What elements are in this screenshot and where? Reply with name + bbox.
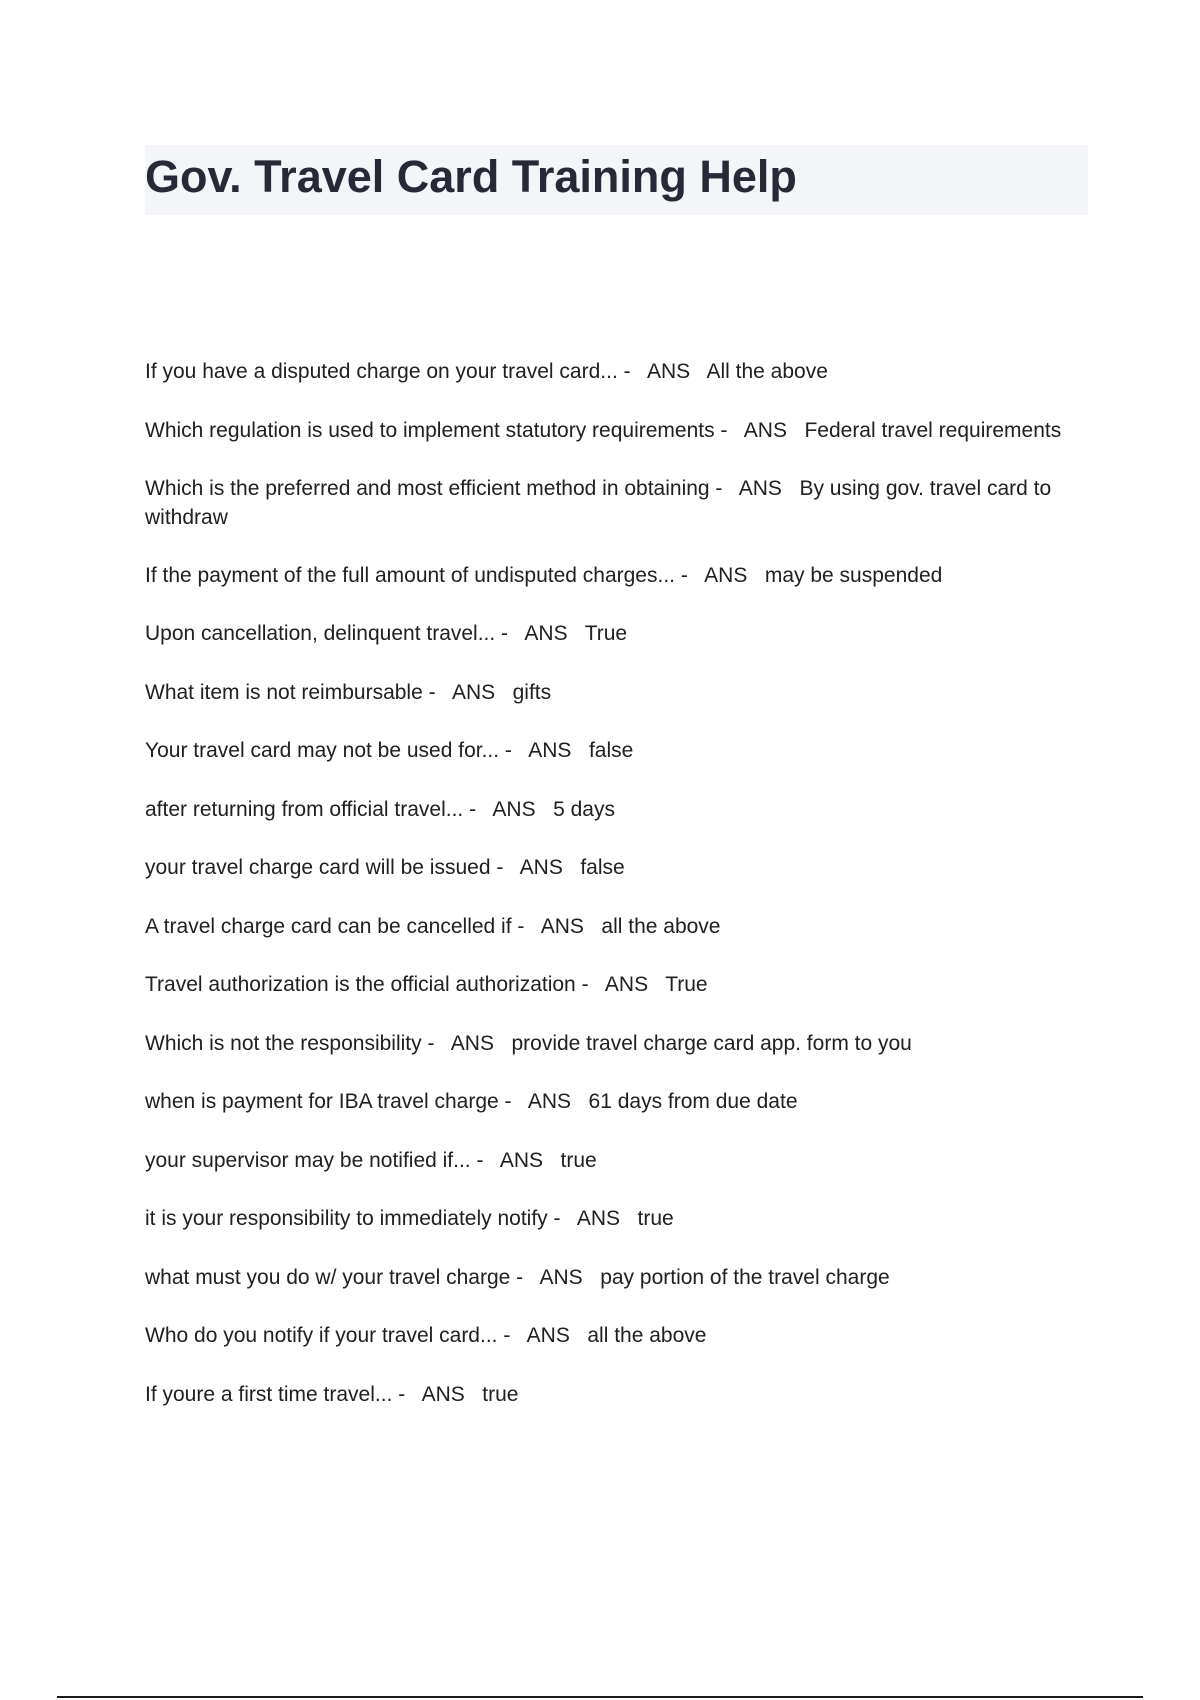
list-item: your travel charge card will be issued - ANS false (145, 856, 625, 879)
list-item: If the payment of the full amount of undisputed charges... - ANS may be suspended (145, 563, 943, 587)
list-item: Which regulation is used to implement statutory requirements - ANS Federal travel requirements (145, 418, 1062, 442)
list-item: What item is not reimbursable - ANS gifts (145, 680, 552, 704)
list-item: what must you do w/ your travel charge - ANS pay portion of the travel charge (145, 1265, 890, 1289)
list-item: your supervisor may be notified if... - ANS true (145, 1148, 597, 1172)
title-banner (145, 145, 1088, 215)
list-item: it is your responsibility to immediately notify - ANS true (145, 1207, 674, 1230)
list-item: Which is the preferred and most efficient method in obtaining - ANS By using gov. travel card to withdraw (145, 476, 1058, 529)
qa-list (145, 357, 1090, 1438)
page-title: Gov. Travel Card Training Help (145, 151, 797, 202)
list-item: A travel charge card can be cancelled if - ANS all the above (145, 914, 721, 938)
list-item: when is payment for IBA travel charge - ANS 61 days from due date (145, 1090, 798, 1113)
list-item: Upon cancellation, delinquent travel... - ANS True (145, 622, 628, 645)
list-item: Who do you notify if your travel card... - ANS all the above (145, 1324, 707, 1347)
footer-divider (57, 1696, 1143, 1698)
list-item: Travel authorization is the official authorization - ANS True (145, 973, 708, 996)
list-item: If you have a disputed charge on your travel card... - ANS All the above (145, 360, 828, 383)
list-item: If youre a first time travel... - ANS true (145, 1382, 519, 1406)
list-item: Your travel card may not be used for... - ANS false (145, 739, 634, 762)
list-item: after returning from official travel... - ANS 5 days (145, 797, 615, 821)
list-item: Which is not the responsibility - ANS provide travel charge card app. form to you (145, 1031, 912, 1055)
